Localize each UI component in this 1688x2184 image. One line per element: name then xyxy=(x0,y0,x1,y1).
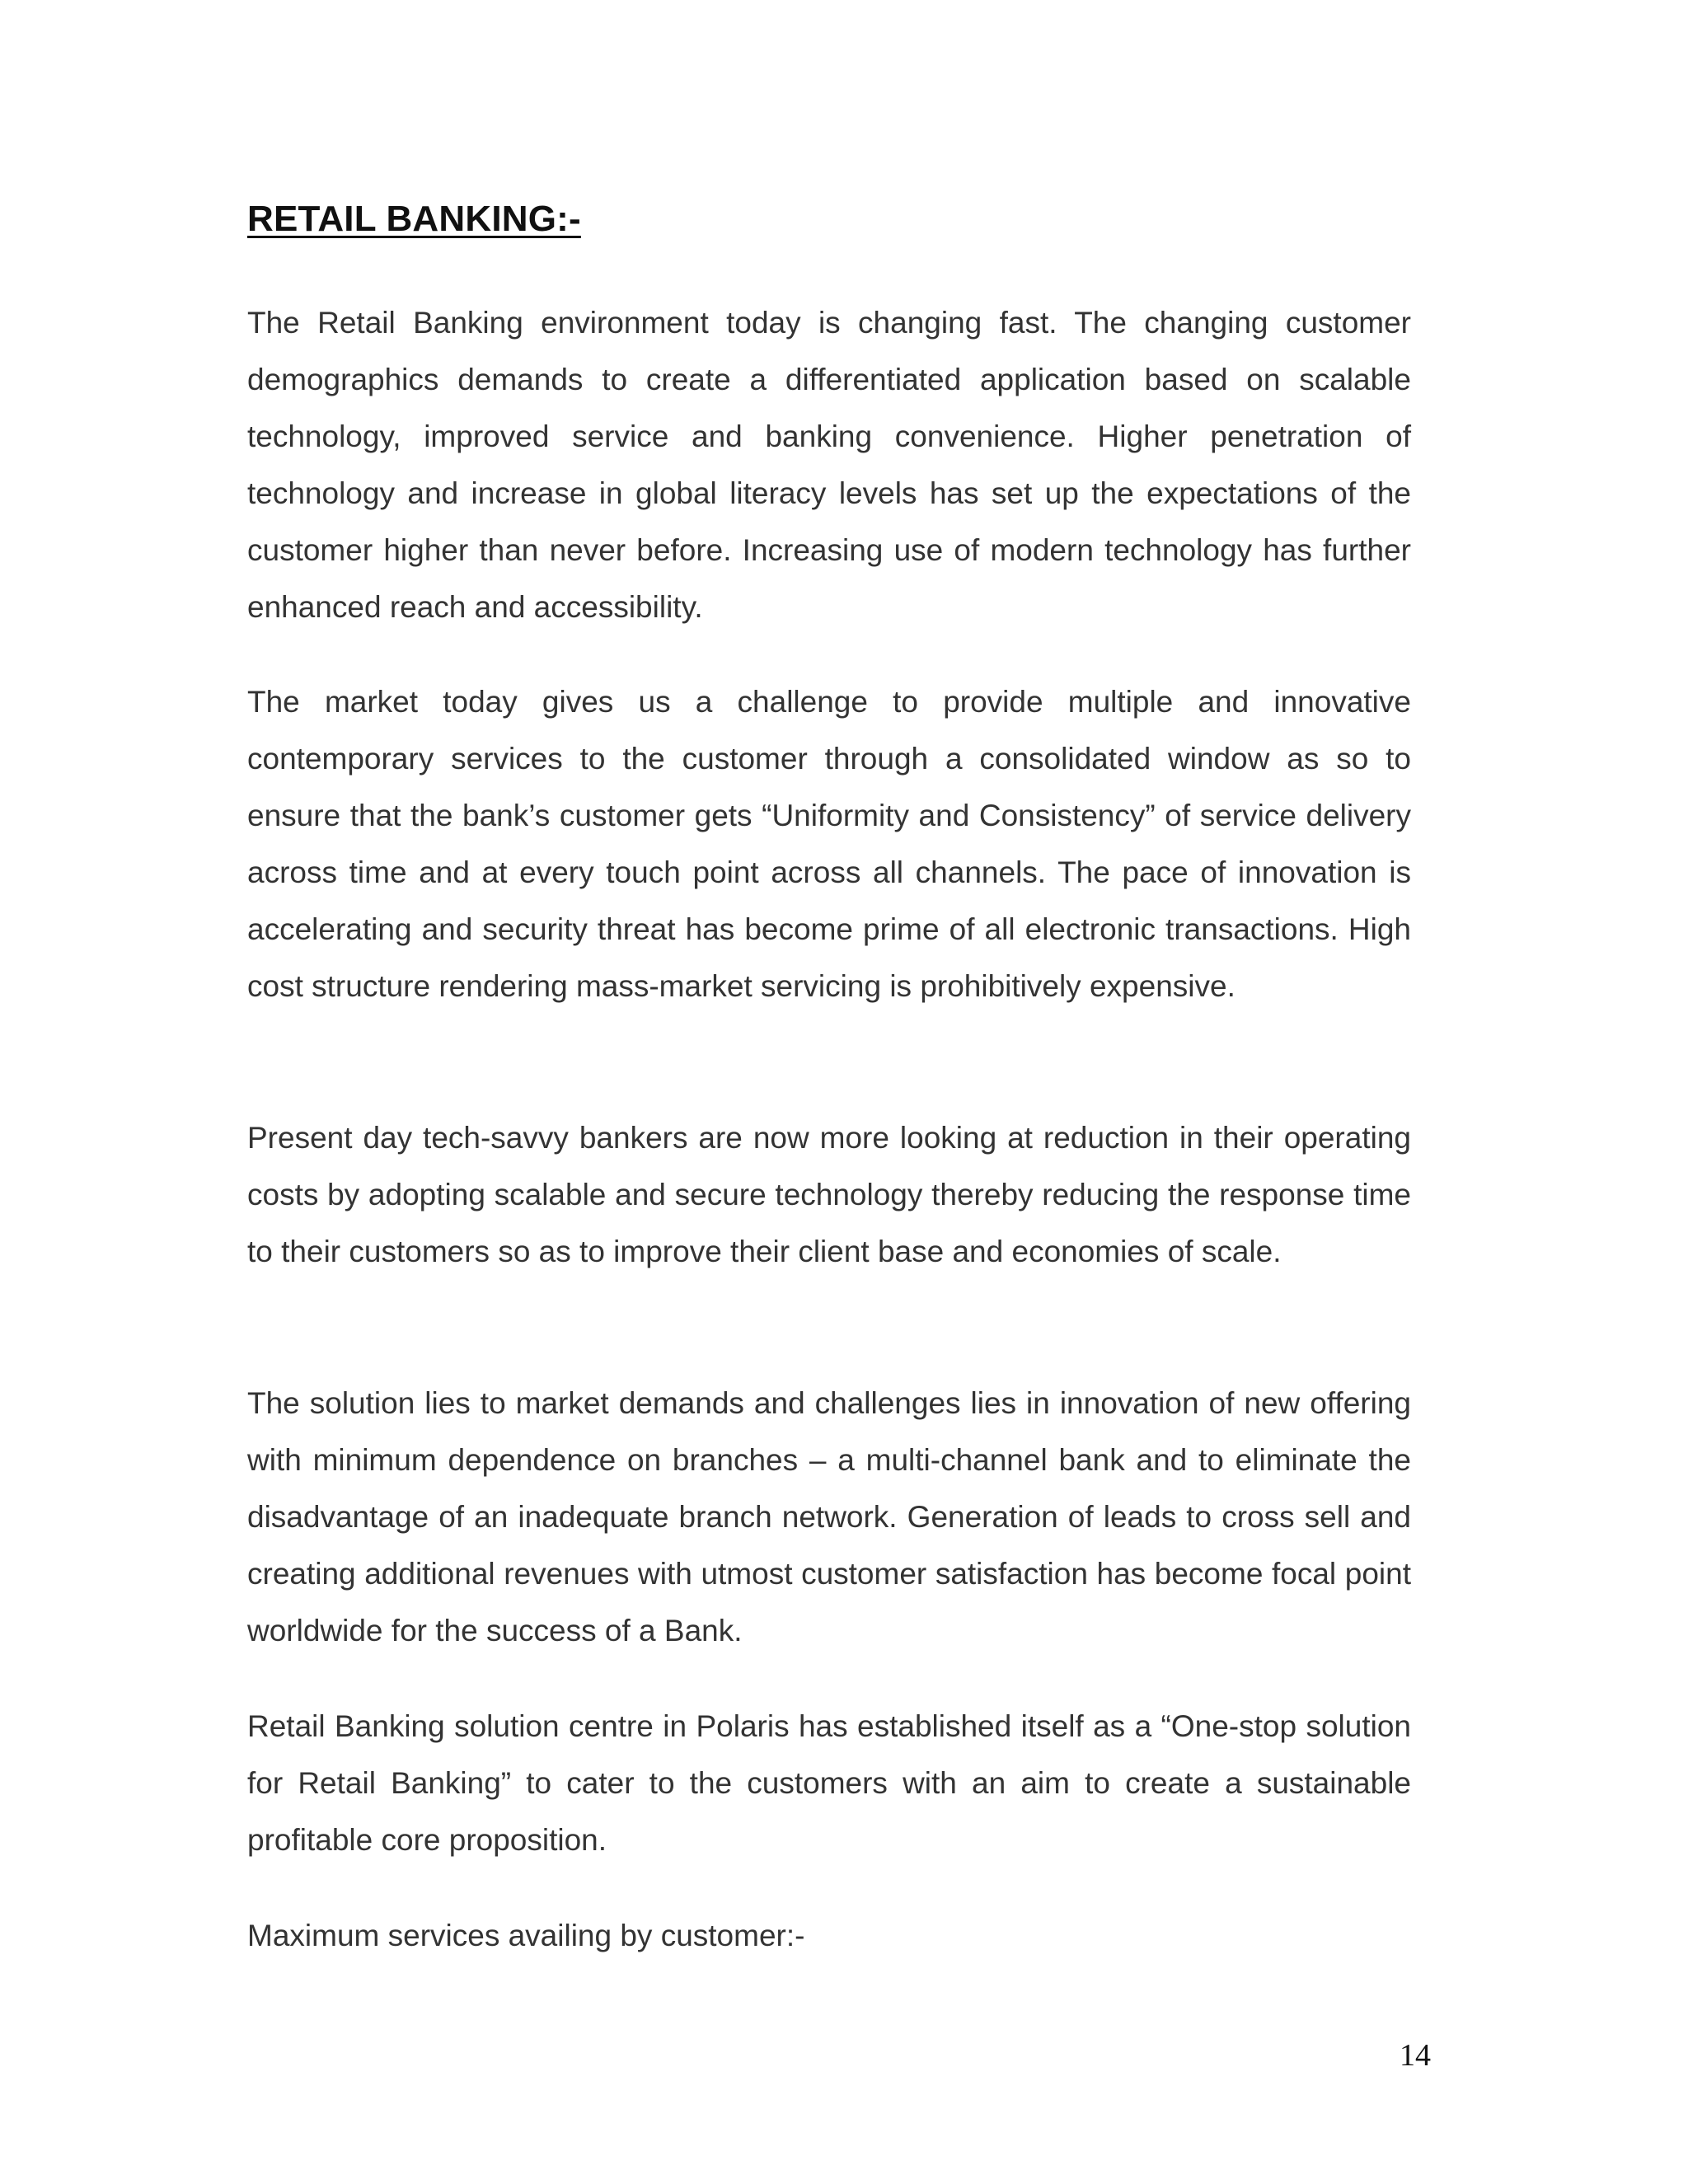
paragraph-4: The solution lies to market demands and challenges lies in innovation of new offering with minimum dependence on branches – a multi-channel bank and to eliminate the disadvantage of an inadequate branch network. Generation of leads to cross sell and creating additional revenues with utmost customer satisfaction has become focal point worldwide for the success of a Bank. xyxy=(247,1386,1411,1647)
paragraph-5: Retail Banking solution centre in Polaris has established itself as a “One-stop solution for Retail Banking” to cater to the customers with an aim to create a sustainable profitable core proposition. xyxy=(247,1709,1411,1857)
paragraph-2: The market today gives us a challenge to provide multiple and innovative contemporary services to the customer through a consolidated window as so to ensure that the bank’s customer gets “Uniformity and Consistency” of service delivery across time and at every touch point across all channels. The pace of innovation is accelerating and security threat has become prime of all electronic transactions. High cost structure rendering mass-market servicing is prohibitively expensive. xyxy=(247,685,1411,1003)
paragraph-1: The Retail Banking environment today is changing fast. The changing customer demographics demands to create a differentiated application based on scalable technology, improved service and banking convenience. Higher penetration of technology and increase in global literacy levels has set up the expectations of the customer higher than never before. Increasing use of modern technology has further enhanced reach and accessibility. xyxy=(247,306,1411,624)
paragraph-3: Present day tech-savvy bankers are now more looking at reduction in their operating costs by adopting scalable and secure technology thereby reducing the response time to their customers so as to improve their client base and economies of scale. xyxy=(247,1121,1411,1268)
paragraph-6: Maximum services availing by customer:- xyxy=(247,1919,805,1952)
section-heading: RETAIL BANKING:- xyxy=(247,199,581,239)
page-number: 14 xyxy=(1400,2038,1431,2073)
